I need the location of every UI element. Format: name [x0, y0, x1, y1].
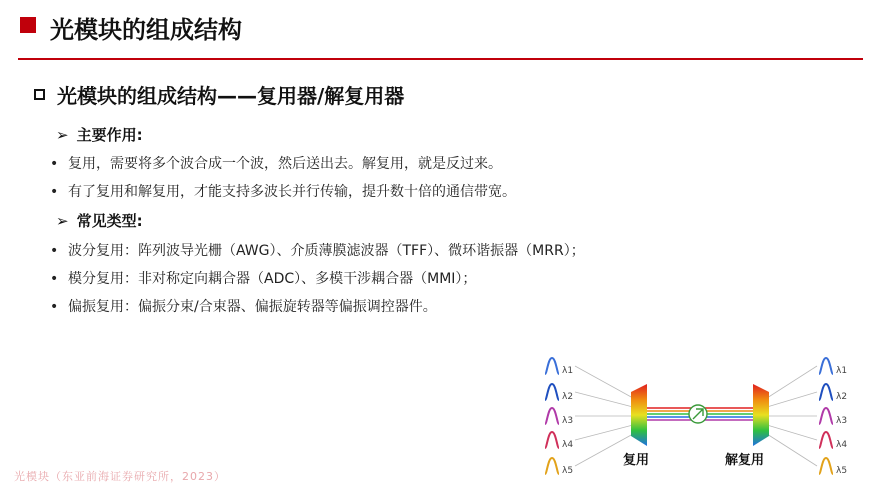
section-heading-types: ➢ 常见类型:	[56, 212, 143, 230]
bullet-dot-icon: •	[50, 156, 59, 172]
slide-title: 光模块的组成结构	[50, 16, 242, 44]
subtitle	[34, 80, 404, 109]
wavelength-label: λ1	[836, 366, 848, 376]
list-item: • 偏振复用：偏振分束/合束器、偏振旋转器等偏振调控器件。	[50, 299, 437, 315]
header-marker	[20, 17, 36, 33]
arrow-bullet-icon: ➢	[56, 126, 69, 144]
mux-prism	[631, 384, 647, 446]
wavelength-pulse-icon	[819, 358, 833, 374]
guide-line	[767, 434, 817, 466]
guide-line	[767, 366, 817, 398]
wavelength-label: λ3	[836, 416, 848, 426]
source-footnote: 光模块（东亚前海证券研究所，2023）	[14, 470, 226, 483]
wavelength-pulse-icon	[545, 408, 559, 424]
wavelength-pulse-icon	[819, 432, 833, 448]
wavelength-pulse-icon	[819, 384, 833, 400]
bullet-dot-icon: •	[50, 299, 59, 315]
bullet-dot-icon: •	[50, 243, 59, 259]
slide-header	[0, 0, 891, 60]
wavelength-pulse-icon	[545, 458, 559, 474]
demux-label: 解复用	[725, 453, 765, 468]
mux-label: 复用	[623, 453, 650, 468]
guide-line	[575, 392, 633, 407]
section-heading-functions: ➢ 主要作用:	[56, 126, 143, 144]
wavelength-pulse-icon	[545, 432, 559, 448]
header-rule	[18, 58, 863, 60]
list-item: • 复用，需要将多个波合成一个波，然后送出去。解复用，就是反过来。	[50, 156, 502, 172]
list-item: • 有了复用和解复用，才能支持多波长并行传输，提升数十倍的通信带宽。	[50, 184, 516, 200]
wavelength-pulse-icon	[545, 384, 559, 400]
demux-prism	[753, 384, 769, 446]
bullet-dot-icon: •	[50, 271, 59, 287]
square-bullet-icon	[34, 89, 45, 100]
list-item: • 波分复用：阵列波导光栅（AWG）、介质薄膜滤波器（TFF）、微环谐振器（MRR）；	[50, 243, 585, 259]
guide-line	[575, 425, 633, 440]
guide-line	[767, 425, 817, 440]
mux-demux-diagram	[535, 350, 865, 490]
list-item: • 模分复用：非对称定向耦合器（ADC）、多模干涉耦合器（MMI）；	[50, 271, 477, 287]
wavelength-pulse-icon	[819, 408, 833, 424]
wavelength-label: λ3	[562, 416, 574, 426]
bullet-dot-icon: •	[50, 184, 59, 200]
wavelength-label: λ4	[562, 440, 574, 450]
arrow-bullet-icon: ➢	[56, 212, 69, 230]
fiber-coupler-icon	[689, 405, 707, 423]
wavelength-label: λ4	[836, 440, 848, 450]
wavelength-label: λ5	[562, 466, 574, 476]
wavelength-label: λ2	[562, 392, 574, 402]
wavelength-label: λ5	[836, 466, 848, 476]
wavelength-pulse-icon	[819, 458, 833, 474]
wavelength-label: λ2	[836, 392, 848, 402]
wavelength-label: λ1	[562, 366, 574, 376]
wavelength-pulse-icon	[545, 358, 559, 374]
subtitle-text: 光模块的组成结构——复用器/解复用器	[57, 84, 405, 108]
guide-line	[575, 366, 633, 398]
guide-line	[767, 392, 817, 407]
